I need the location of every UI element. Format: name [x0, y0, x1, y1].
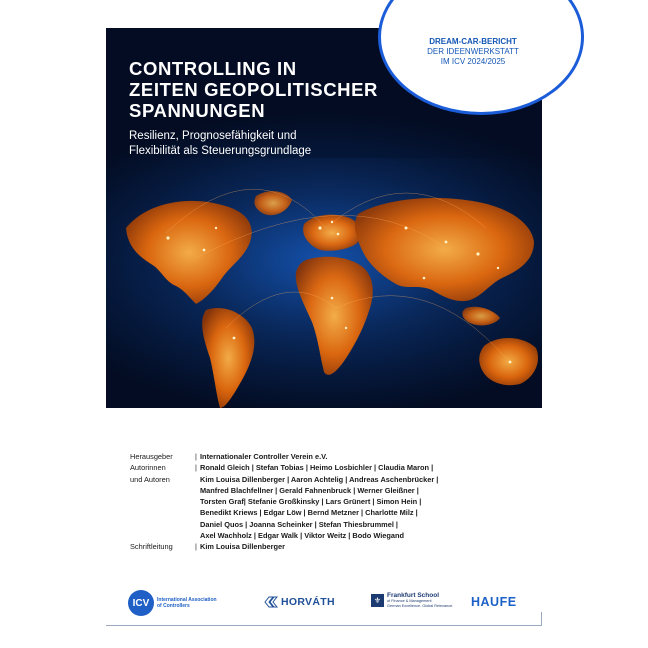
page-edge: [106, 625, 542, 626]
frankfurt-school-icon: ⚜: [371, 594, 384, 607]
credit-value: Internationaler Controller Verein e.V.: [200, 452, 328, 461]
frankfurt-school-sub: of Finance & Management: [387, 599, 432, 603]
icv-logo: [128, 590, 225, 616]
badge-line: IM ICV 2024/2025: [440, 57, 506, 66]
report-title: CONTROLLING IN ZEITEN GEOPOLITISCHER SPANNUNGEN: [129, 58, 379, 121]
credits-block: [130, 451, 490, 553]
horvath-icon: [264, 596, 278, 608]
credit-value: Ronald Gleich | Stefan Tobias | Heimo Losbichler | Claudia Maron | Kim Louisa Dillenberger | Aaron Achtelig | Andreas Aschenbrücker | Manfred Blachfellner | Gerald Fahnenbruck | Werner Gleißner | Torsten Graf| Stefanie Großkinsky | Lars Grünert | Simon Hein | Benedikt Kriews | Edgar Löw | Bernd Metzner | Charlotte Milz | Daniel Quos | Joanna Scheinker | Stefan Thiesbrummel | Axel Wachholz | Edgar Walk | Viktor Weitz | Bodo Wiegand: [200, 463, 439, 541]
report-subtitle: Resilienz, Prognosefähigkeit und Flexibilität als Steuerungsgrundlage: [129, 130, 312, 157]
frankfurt-school-logo: [371, 592, 453, 608]
partner-logos: [106, 588, 542, 622]
horvath-logo: [264, 596, 335, 608]
credit-label: Herausgeber: [130, 452, 173, 461]
badge-line: DREAM-CAR-BERICHT: [429, 37, 517, 46]
badge-text: [418, 37, 528, 67]
credit-separator: |: [195, 542, 197, 552]
frankfurt-school-tagline: German Excellence. Global Relevance.: [387, 603, 454, 608]
credit-row-editor: [130, 541, 490, 552]
icv-text: International Association of Controllers: [157, 597, 217, 609]
credit-row-publisher: [130, 451, 490, 462]
credit-label: Autorinnen und Autoren: [130, 463, 170, 484]
frankfurt-school-name: Frankfurt School: [387, 592, 440, 599]
frankfurt-school-text: [387, 592, 453, 608]
badge-line: DER IDEENWERKSTATT: [427, 47, 519, 56]
haufe-logo: HAUFE: [471, 595, 517, 609]
icv-mark: ICV: [128, 590, 154, 616]
credit-value: Kim Louisa Dillenberger: [200, 542, 286, 552]
credit-separator: |: [195, 452, 197, 461]
credit-row-authors: [130, 462, 490, 541]
credit-separator: |: [195, 463, 197, 473]
credit-label: Schriftleitung: [130, 542, 173, 552]
horvath-wordmark: HORVÁTH: [281, 596, 335, 608]
